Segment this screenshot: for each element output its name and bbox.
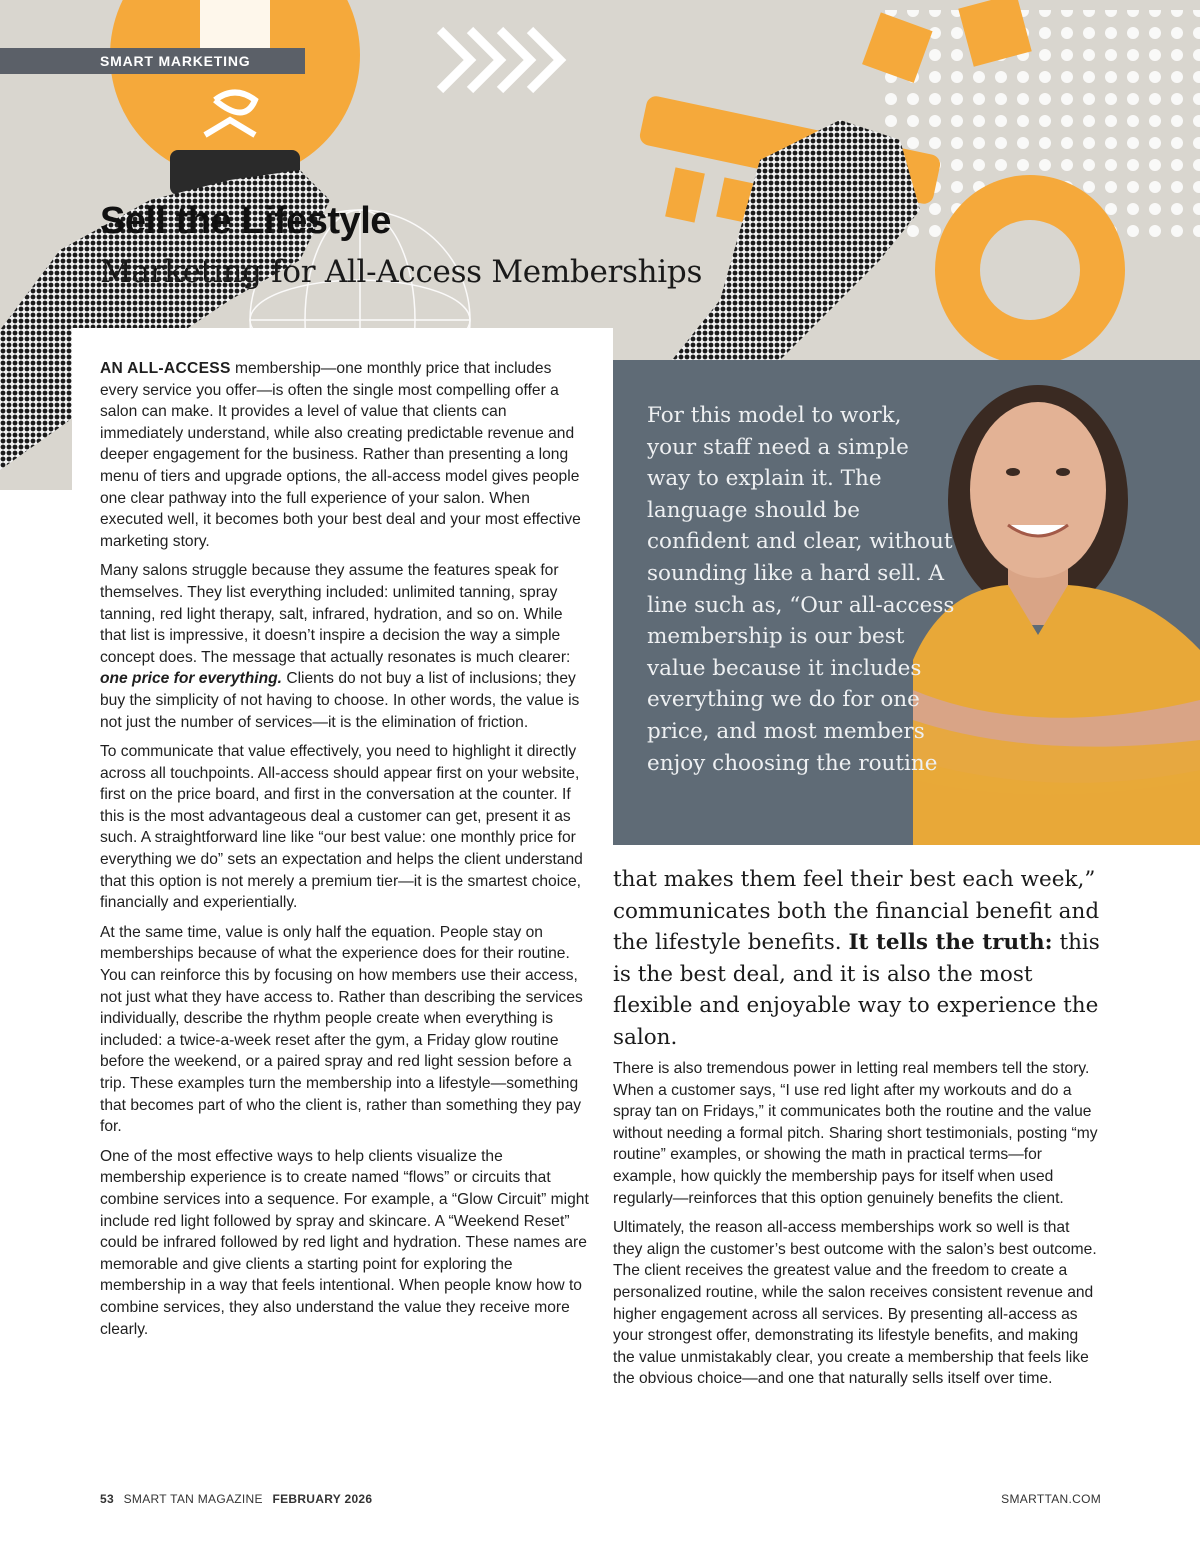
pull-quote: For this model to work, your staff need a simple way to explain it. The language should be confident and clear, without sounding like a hard sell. A line such as, “Our all-access membership is our best value because it includes everything we do for one price, and most members enjoy choosing the routine [647, 403, 955, 776]
body-column-left [100, 358, 590, 1348]
lightbulb-icon [110, 0, 360, 195]
paragraph-text: membership—one monthly price that includes every service you offer—is often the single most compelling offer a salon can make. It provides a level of value that clients can immediately understand, while also creating predictable revenue and deeper engagement for the business. Rather than presenting a long menu of tiers and upgrade options, the all-access model gives people one clear pathway into the full experience of your salon. When executed well, it becomes both your best deal and your most effective marketing story. [100, 360, 581, 550]
paragraph-features [100, 560, 590, 733]
page-footer [100, 1492, 1101, 1506]
lead-in: AN ALL-ACCESS [100, 360, 231, 377]
article-subhead: Marketing for All-Access Memberships [100, 254, 703, 290]
paragraph-routine: At the same time, value is only half the equation. People stay on memberships because of what the experience does for their routine. You can reinforce this by focusing on how members use their access, not just what they have access to. Rather than describing the services individually, describe the rhythm people create when everything is included: a twice-a-week reset after the gym, a Friday glow routine before the weekend, or a paired spray and red light session before a trip. These examples turn the membership into a lifestyle—something that becomes part of who the client is, rather than something they pay for. [100, 923, 583, 1136]
article-headline: Sell the Lifestyle [100, 200, 391, 242]
section-label: SMART MARKETING [100, 53, 251, 69]
paragraph-conclusion: Ultimately, the reason all-access memberships work so well is that they align the customer’s best outcome with the salon’s best outcome. The client receives the greatest value and the freedom to create a personalized routine, while the salon receives consistent revenue and higher engagement across all services. By presenting all-access as your strongest offer, demonstrating its lifestyle benefits, and making the value unmistakably clear, you create a membership that feels like the obvious choice—and one that naturally sells itself over time. [613, 1219, 1097, 1388]
body-column-right [613, 1058, 1103, 1398]
pull-quote-bold: It tells the truth: [848, 930, 1053, 956]
emphasis-text: one price for everything. [100, 670, 282, 688]
paragraph-testimonials: There is also tremendous power in letting real members tell the story. When a customer says, “I use red light after my workouts and do a spray tan on Fridays,” it communicates both the routine and the value without needing a formal pitch. Sharing short testimonials, posting “my routine” examples, or showing the math in practical terms—for example, how quickly the membership pays for itself when used regularly—reinforces that this option genuinely benefits the client. [613, 1060, 1098, 1207]
paragraph-text: Clients do not buy a list of inclusions; they buy the simplicity of not having to choose. In other words, the value is not just the number of services—it is the elimination of friction. [100, 670, 580, 731]
pull-quote-text: that makes them feel their best each week,” communicates both the financial benefit and the lifestyle benefits. [613, 867, 1100, 956]
website-link[interactable]: SMARTTAN.COM [1001, 1492, 1101, 1506]
section-label-bar [0, 48, 305, 74]
magazine-name: SMART TAN MAGAZINE [123, 1492, 263, 1506]
pull-quote-continued [613, 864, 1113, 1054]
paragraph-intro [100, 358, 590, 552]
chevron-decoration [440, 30, 560, 90]
page-number: 53 [100, 1492, 114, 1506]
issue-date: FEBRUARY 2026 [272, 1492, 373, 1506]
paragraph-flows: One of the most effective ways to help clients visualize the membership experience is to create named “flows” or circuits that combine services into a sequence. For example, a “Glow Circuit” might include red light followed by spray and skincare. A “Weekend Reset” could be infrared followed by red light and hydration. These names are memorable and give clients a starting point for exploring the membership in a way that feels intentional. When people know how to combine services, they also understand the value they receive more clearly. [100, 1147, 589, 1338]
pull-quote-text: this is the best deal, and it is also the most flexible and enjoyable way to experience the salon. [613, 930, 1100, 1050]
paragraph-text: Many salons struggle because they assume the features speak for themselves. They list everything included: unlimited tanning, spray tanning, red light therapy, salt, infrared, hydration, and so on. While that list is impressive, it doesn’t inspire a decision the way a simple concept does. The message that actually resonates is much clearer: [100, 562, 571, 666]
paragraph-communicate: To communicate that value effectively, you need to highlight it directly across all touchpoints. All-access should appear first on your website, first on the price board, and first in the conversation at the counter. If this is the most advantageous deal a customer can get, present it as such. A straightforward line like “our best value: one monthly price for everything we do” sets an expectation and helps the client understand that this option is not merely a premium tier—it is the smartest choice, financially and experientially. [100, 743, 583, 912]
